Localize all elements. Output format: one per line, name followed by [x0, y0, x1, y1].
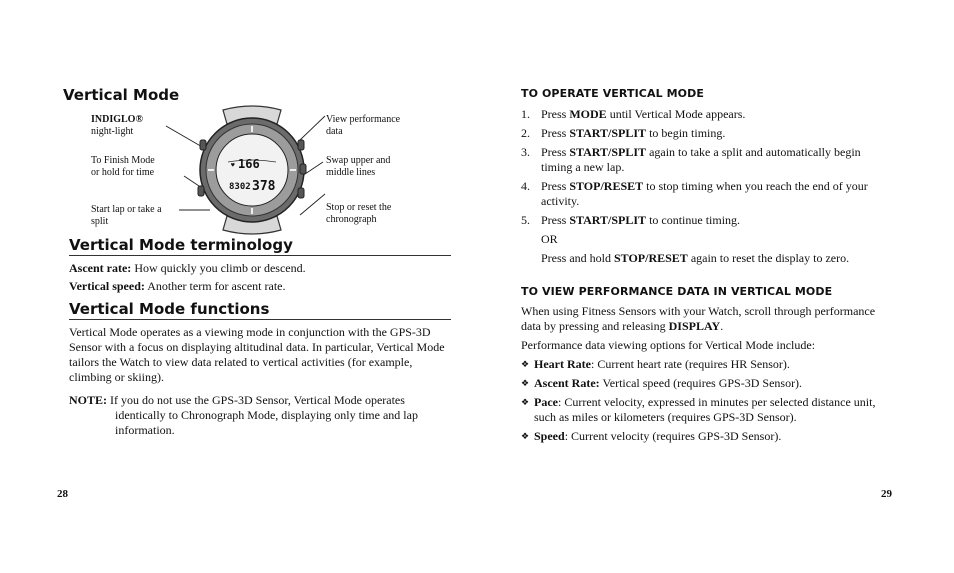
- functions-paragraph: Vertical Mode operates as a viewing mode in conjunction with the GPS-3D Sensor with a focus on displaying altitudinal data. In particular, Vertical Mode tailors the Watch to view data related to vertical activities (for example, climbing or skiing).: [69, 325, 445, 384]
- page-number-right: 29: [881, 488, 892, 500]
- term-row: [69, 261, 451, 276]
- note-text: If you do not use the GPS-3D Sensor, Vertical Mode operates identically to Chronograph Mode, displaying only time and lap information.: [107, 393, 418, 437]
- or-text: OR: [541, 232, 558, 246]
- note-label: NOTE:: [69, 393, 108, 407]
- stop-reset-button-graphic: [298, 188, 304, 198]
- leader-line-indiglo: [166, 126, 204, 148]
- callout-view-performance: [326, 114, 400, 138]
- step-number: 1.: [521, 107, 530, 121]
- term-definition: How quickly you climb or descend.: [131, 261, 306, 275]
- callout-indiglo-desc: night-light: [91, 126, 134, 137]
- step-item: 3. Press START/SPLIT again to take a split and automatically begin timing a new lap.: [521, 145, 861, 174]
- step-item: 1. Press MODE until Vertical Mode appears.: [521, 107, 746, 121]
- callout-stop-line2: chronograph: [326, 214, 377, 225]
- step-number: 2.: [521, 126, 530, 140]
- callout-indiglo-label: INDIGLO®: [91, 114, 143, 125]
- list-item: ❖ Pace: Current velocity, expressed in minutes per selected distance unit, such as miles or kilometers (requires GPS-3D Sensor).: [521, 395, 876, 424]
- callout-swap-line2: middle lines: [326, 167, 376, 178]
- display-button-graphic: [298, 140, 304, 150]
- callout-start-line1: Start lap or take a: [91, 204, 162, 215]
- callout-view-line1: View performance: [326, 114, 401, 125]
- swap-button-graphic: [300, 164, 306, 174]
- view-heading: TO VIEW PERFORMANCE DATA IN VERTICAL MODE: [521, 285, 833, 298]
- callout-start-lap: [91, 204, 162, 228]
- bullet-icon: ❖: [521, 359, 530, 369]
- list-item: ❖ Heart Rate: Current heart rate (requires HR Sensor).: [521, 357, 790, 371]
- callout-swap-line1: Swap upper and: [326, 155, 391, 166]
- functions-heading: Vertical Mode functions: [69, 300, 451, 320]
- term-label: Ascent rate:: [69, 261, 132, 275]
- callout-start-line2: split: [91, 216, 109, 227]
- watch-row2-left: 8302: [229, 182, 251, 192]
- indiglo-button-graphic: [200, 140, 206, 150]
- watch-illustration: [160, 104, 330, 236]
- view-paragraph: When using Fitness Sensors with your Watch, scroll through performance data by pressing and releasing DISPLAY.: [521, 304, 876, 333]
- terminology-heading: Vertical Mode terminology: [69, 236, 451, 256]
- list-item: ❖ Ascent Rate: Vertical speed (requires GPS-3D Sensor).: [521, 376, 803, 390]
- step-number: 4.: [521, 179, 530, 193]
- mode-button-graphic: [198, 186, 204, 196]
- callout-stop-line1: Stop or reset the: [326, 202, 392, 213]
- callout-finish-line1: To Finish Mode: [91, 155, 155, 166]
- list-item: ❖ Speed: Current velocity (requires GPS-3D Sensor).: [521, 429, 782, 443]
- term-label: Vertical speed:: [69, 279, 145, 293]
- leader-line-view: [300, 116, 325, 140]
- watch-row2-right: 378: [252, 179, 276, 194]
- terms-list: [69, 261, 451, 294]
- hold-reset-text: Press and hold STOP/RESET again to reset the display to zero.: [541, 251, 850, 265]
- bullet-icon: ❖: [521, 431, 530, 441]
- step-item: 4. Press STOP/RESET to stop timing when you reach the end of your activity.: [521, 179, 868, 208]
- step-number: 5.: [521, 213, 530, 227]
- bullet-icon: ❖: [521, 397, 530, 407]
- term-row: [69, 279, 451, 294]
- step-item: 2. Press START/SPLIT to begin timing.: [521, 126, 726, 140]
- view-section: [521, 304, 893, 448]
- callout-finish-mode: [91, 155, 155, 179]
- callout-view-line2: data: [326, 126, 343, 137]
- step-item: 5. Press START/SPLIT to continue timing.: [521, 213, 741, 227]
- callout-indiglo: [91, 114, 143, 138]
- heart-icon: ♥: [231, 162, 235, 169]
- callout-stop-reset: [326, 202, 391, 226]
- step-number: 3.: [521, 145, 530, 159]
- page-title: Vertical Mode: [63, 86, 180, 104]
- callout-finish-line2: or hold for time: [91, 167, 155, 178]
- operate-heading: TO OPERATE VERTICAL MODE: [521, 87, 704, 100]
- options-intro: Performance data viewing options for Vertical Mode include:: [521, 338, 816, 352]
- watch-heart-value: 166: [238, 157, 260, 171]
- note-block: [69, 393, 451, 438]
- page-number-left: 28: [57, 488, 68, 500]
- bullet-icon: ❖: [521, 378, 530, 388]
- term-definition: Another term for ascent rate.: [144, 279, 286, 293]
- callout-swap-lines: [326, 155, 390, 179]
- operate-steps: [521, 107, 893, 266]
